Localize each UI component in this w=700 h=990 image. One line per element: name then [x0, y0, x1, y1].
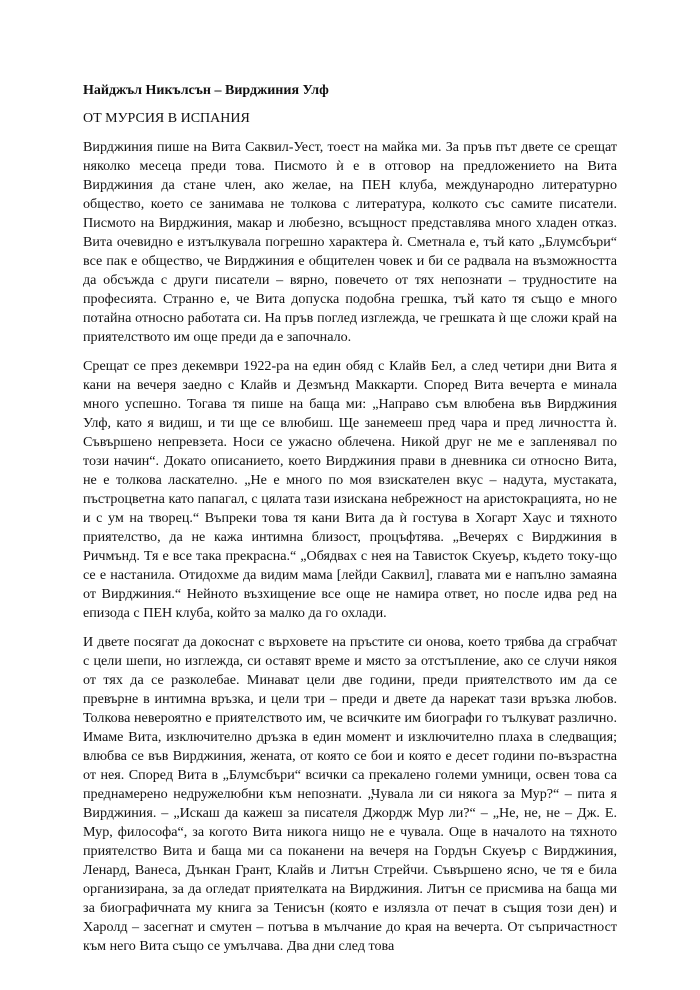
paragraph-1: Вирджиния пише на Вита Саквил-Уест, тоест на майка ми. За пръв път двете се срещат няколко месеца преди това. Писмото ѝ е в отговор на предложението на Вита Вирджиния да стане член, ако желае, на ПЕН клуба, международно литературно общество, което се занимава не толкова с литература, колкото със самите писатели. Писмото на Вирджиния, макар и любезно, всъщност представлява много хладен отказ. Вита очевидно е изтълкувала погрешно характера ѝ. Сметнала е, тъй като „Блумсбъри“ все пак е общество, че Вирджиния е общителен човек и би се радвала на възможността да обсъжда с други писатели – вярно, повечето от тях непознати – трудностите на професията. Странно е, че Вита допуска подобна грешка, тъй като тя също е много потайна относно работата си. На пръв поглед изглежда, че грешката ѝ ще сложи край на приятелството им още преди да е започнало. [83, 139, 617, 345]
document-title: Найджъл Никълсън – Вирджиния Улф [83, 83, 329, 98]
paragraph-3: И двете посягат да докоснат с върховете на пръстите си онова, което трябва да сграбчат с цели шепи, но изглежда, си оставят време и място за отстъпление, ако се случи някоя от тях да се разколебае. Минават цели две години, преди приятелството им да се превърне в интимна връзка, и цели три – преди и двете да нарекат тази връзка любов. Толкова невероятно е приятелството им, че всичките им биографи го тълкуват различно. Имаме Вита, изключително дръзка в един момент и изключително плаха в следващия; влюбва се във Вирджиния, жената, от която се бои и която е десет години по-възрастна от нея. Според Вита в „Блумсбъри“ всички са прекалено големи умници, освен това са преднамерено недружелюбни към непознати. „Чувала ли си някога за Мур?“ – пита я Вирджиния. – „Искаш да кажеш за писателя Джордж Мур ли?“ – „Не, не, не – Дж. Е. Мур, философа“, за когото Вита никога нищо не е чувала. Още в началото на тяхното приятелство Вита и баща ми са поканени на вечеря на Гордън Скуеър с Вирджиния, Ленард, Ванеса, Дънкан Грант, Клайв и Литън Стрейчи. Съвършено ясно, че тя е била организирана, за да огледат приятелката на Вирджиния. Литън се присмива на баща ми за биографичната му книга за Тенисън (която е излязла от печат в същия този ден) и Харолд – засегнат и смутен – потъва в мълчание до края на вечерта. От съпричастност към него Вита също се умълчава. Два дни след това [83, 634, 617, 954]
document-subtitle: ОТ МУРСИЯ В ИСПАНИЯ [83, 111, 250, 126]
paragraph-2: Срещат се през декември 1922-ра на един обяд с Клайв Бел, а след четири дни Вита я кани на вечеря заедно с Клайв и Дезмънд Маккарти. Според Вита вечерта е минала много успешно. Тогава тя пише на баща ми: „Направо съм влюбена във Вирджиния Улф, като я видиш, и ти ще се влюбиш. Ще занемееш пред чара и пред личността ѝ. Съвършено непревзета. Носи се ужасно облечена. Никой друг не ме е запленявал по този начин“. Докато описанието, което Вирджиния прави в дневника си относно Вита, не е толкова ласкателно. „Не е много по моя взискателен вкус – надута, мустаката, пъстроцветна като папагал, с цялата тази изискана небрежност на аристокрацията, но не и с ум на творец.“ Въпреки това тя кани Вита да ѝ гостува в Хогарт Хаус и тяхното приятелство, да не кажа интимна близост, процъфтява. „Вечерях с Вирджиния в Ричмънд. Тя е все така прекрасна.“ „Обядвах с нея на Тависток Скуеър, където току-що се е настанила. Отидохме да видим мама [лейди Саквил], главата ми е напълно замаяна от Вирджиния.“ Нейното възхищение все още не намира ответ, но после идва ред на епизода с ПЕН клуба, който за малко да го охлади. [83, 358, 617, 621]
document-page [83, 82, 617, 966]
